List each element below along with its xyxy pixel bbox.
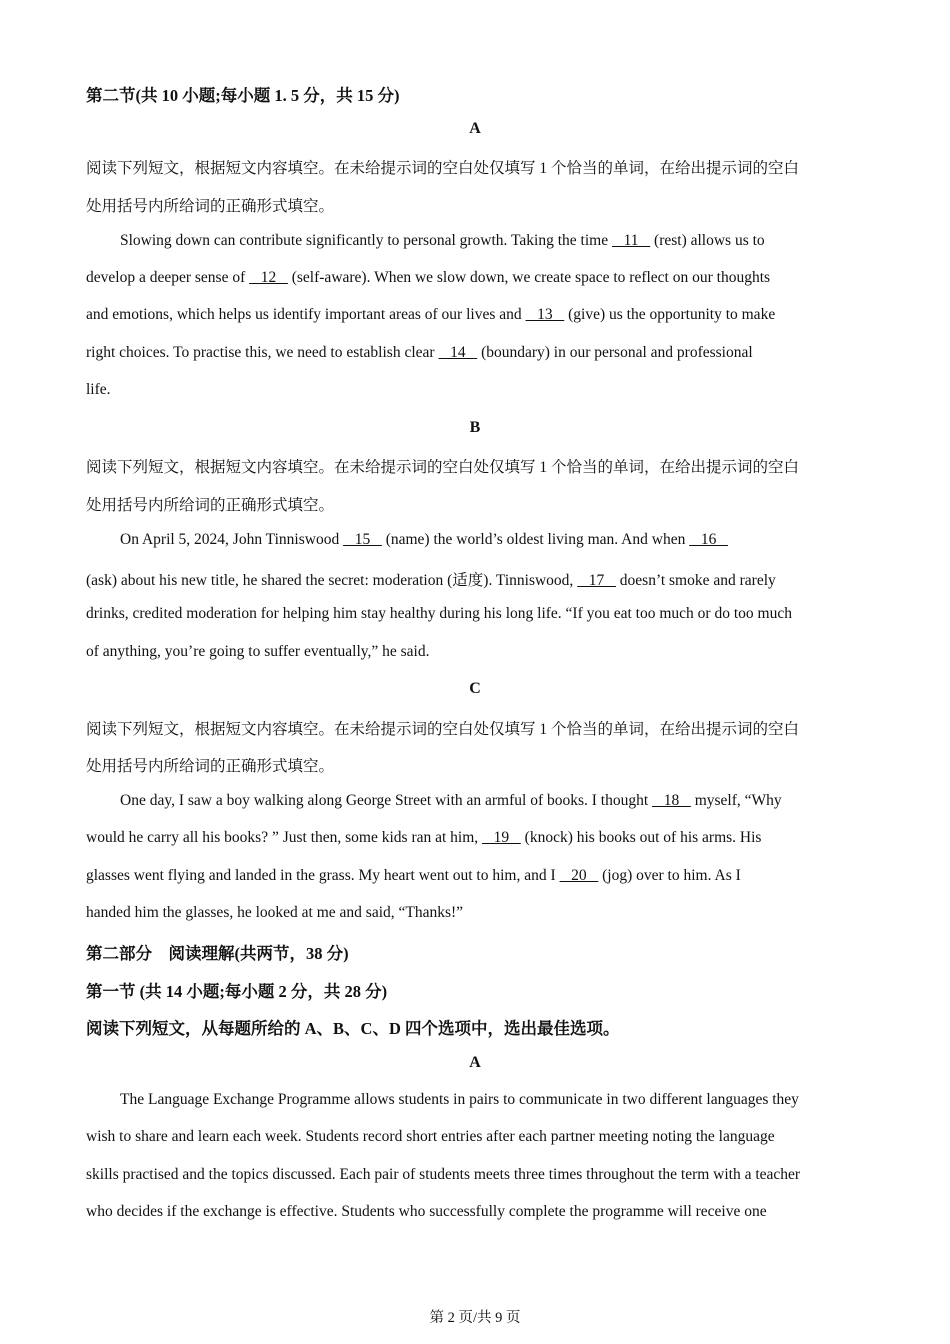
blank-12[interactable]: 12 (249, 269, 288, 286)
reading-a-line-4: who decides if the exchange is effective. Students who successfully complete the programme will receive one (86, 1203, 767, 1220)
instruction-b-line-2: 处用括号内所给词的正确形式填空。 (86, 497, 335, 514)
blank-20[interactable]: 20 (559, 867, 599, 884)
passage-b-line-1: On April 5, 2024, John Tinniswood 15 (name) the world’s oldest living man. And when 16 (120, 531, 728, 548)
passage-c-line-4: handed him the glasses, he looked at me and said, “Thanks!” (86, 904, 464, 921)
passage-a-line-4: right choices. To practise this, we need to establish clear 14 (boundary) in our personal and professional (86, 344, 753, 361)
passage-c-line-1: One day, I saw a boy walking along George Street with an armful of books. I thought 18 myself, “Why (120, 792, 782, 809)
instruction-c-line-1: 阅读下列短文，根据短文内容填空。在未给提示词的空白处仅填写 1 个恰当的单词，在给出提示词的空白 (86, 721, 800, 738)
reading-a-line-1: The Language Exchange Programme allows students in pairs to communicate in two different languages they (120, 1091, 799, 1108)
passage-a-line-5: life. (86, 381, 111, 398)
blank-14[interactable]: 14 (438, 344, 478, 361)
passage-b-line-2: (ask) about his new title, he shared the secret: moderation (适度). Tinniswood, 17 doesn’t smoke and rarely (86, 572, 776, 589)
section1-heading: 第一节 (共 14 小题;每小题 2 分，共 28 分) (86, 982, 388, 1001)
blank-17[interactable]: 17 (577, 572, 616, 589)
section2-heading: 第二节(共 10 小题;每小题 1. 5 分，共 15 分) (86, 86, 400, 105)
passage-c-line-2: would he carry all his books? ” Just then, some kids ran at him, 19 (knock) his books out of his arms. His (86, 829, 762, 846)
reading-a-line-3: skills practised and the topics discussed. Each pair of students meets three times throughout the term with a teacher (86, 1166, 801, 1183)
reading-instruction: 阅读下列短文，从每题所给的 A、B、C、D 四个选项中，选出最佳选项。 (86, 1019, 620, 1038)
blank-16[interactable]: 16 (689, 531, 728, 548)
instruction-c-line-2: 处用括号内所给词的正确形式填空。 (86, 758, 335, 775)
page-footer: 第 2 页/共 9 页 (429, 1310, 521, 1326)
blank-11[interactable]: 11 (611, 232, 651, 249)
passage-b-line-3: drinks, credited moderation for helping him stay healthy during his long life. “If you eat too much or do too much (86, 605, 792, 622)
part2-heading: 第二部分 阅读理解(共两节，38 分) (86, 944, 349, 963)
passage-a-label: A (469, 120, 481, 137)
passage-a-line-1: Slowing down can contribute significantly to personal growth. Taking the time 11 (rest) allows us to (120, 232, 765, 249)
passage-a-line-3: and emotions, which helps us identify important areas of our lives and 13 (give) us the opportunity to make (86, 306, 776, 323)
passage-b-line-4: of anything, you’re going to suffer eventually,” he said. (86, 643, 430, 660)
instruction-line-1: 阅读下列短文，根据短文内容填空。在未给提示词的空白处仅填写 1 个恰当的单词，在给出提示词的空白 (86, 160, 800, 177)
passage-c-label: C (469, 680, 481, 697)
passage-b-label: B (469, 419, 481, 436)
blank-15[interactable]: 15 (343, 531, 382, 548)
instruction-line-2: 处用括号内所给词的正确形式填空。 (86, 198, 335, 215)
blank-13[interactable]: 13 (525, 306, 565, 323)
passage-a-line-2: develop a deeper sense of 12 (self-aware). When we slow down, we create space to reflect on our thoughts (86, 269, 771, 286)
instruction-b-line-1: 阅读下列短文，根据短文内容填空。在未给提示词的空白处仅填写 1 个恰当的单词，在给出提示词的空白 (86, 459, 800, 476)
reading-a-label: A (469, 1054, 481, 1071)
passage-c-line-3: glasses went flying and landed in the grass. My heart went out to him, and I 20 (jog) over to him. As I (86, 867, 741, 884)
blank-19[interactable]: 19 (482, 829, 521, 846)
blank-18[interactable]: 18 (652, 792, 691, 809)
reading-a-line-2: wish to share and learn each week. Students record short entries after each partner meeting noting the language (86, 1128, 775, 1145)
